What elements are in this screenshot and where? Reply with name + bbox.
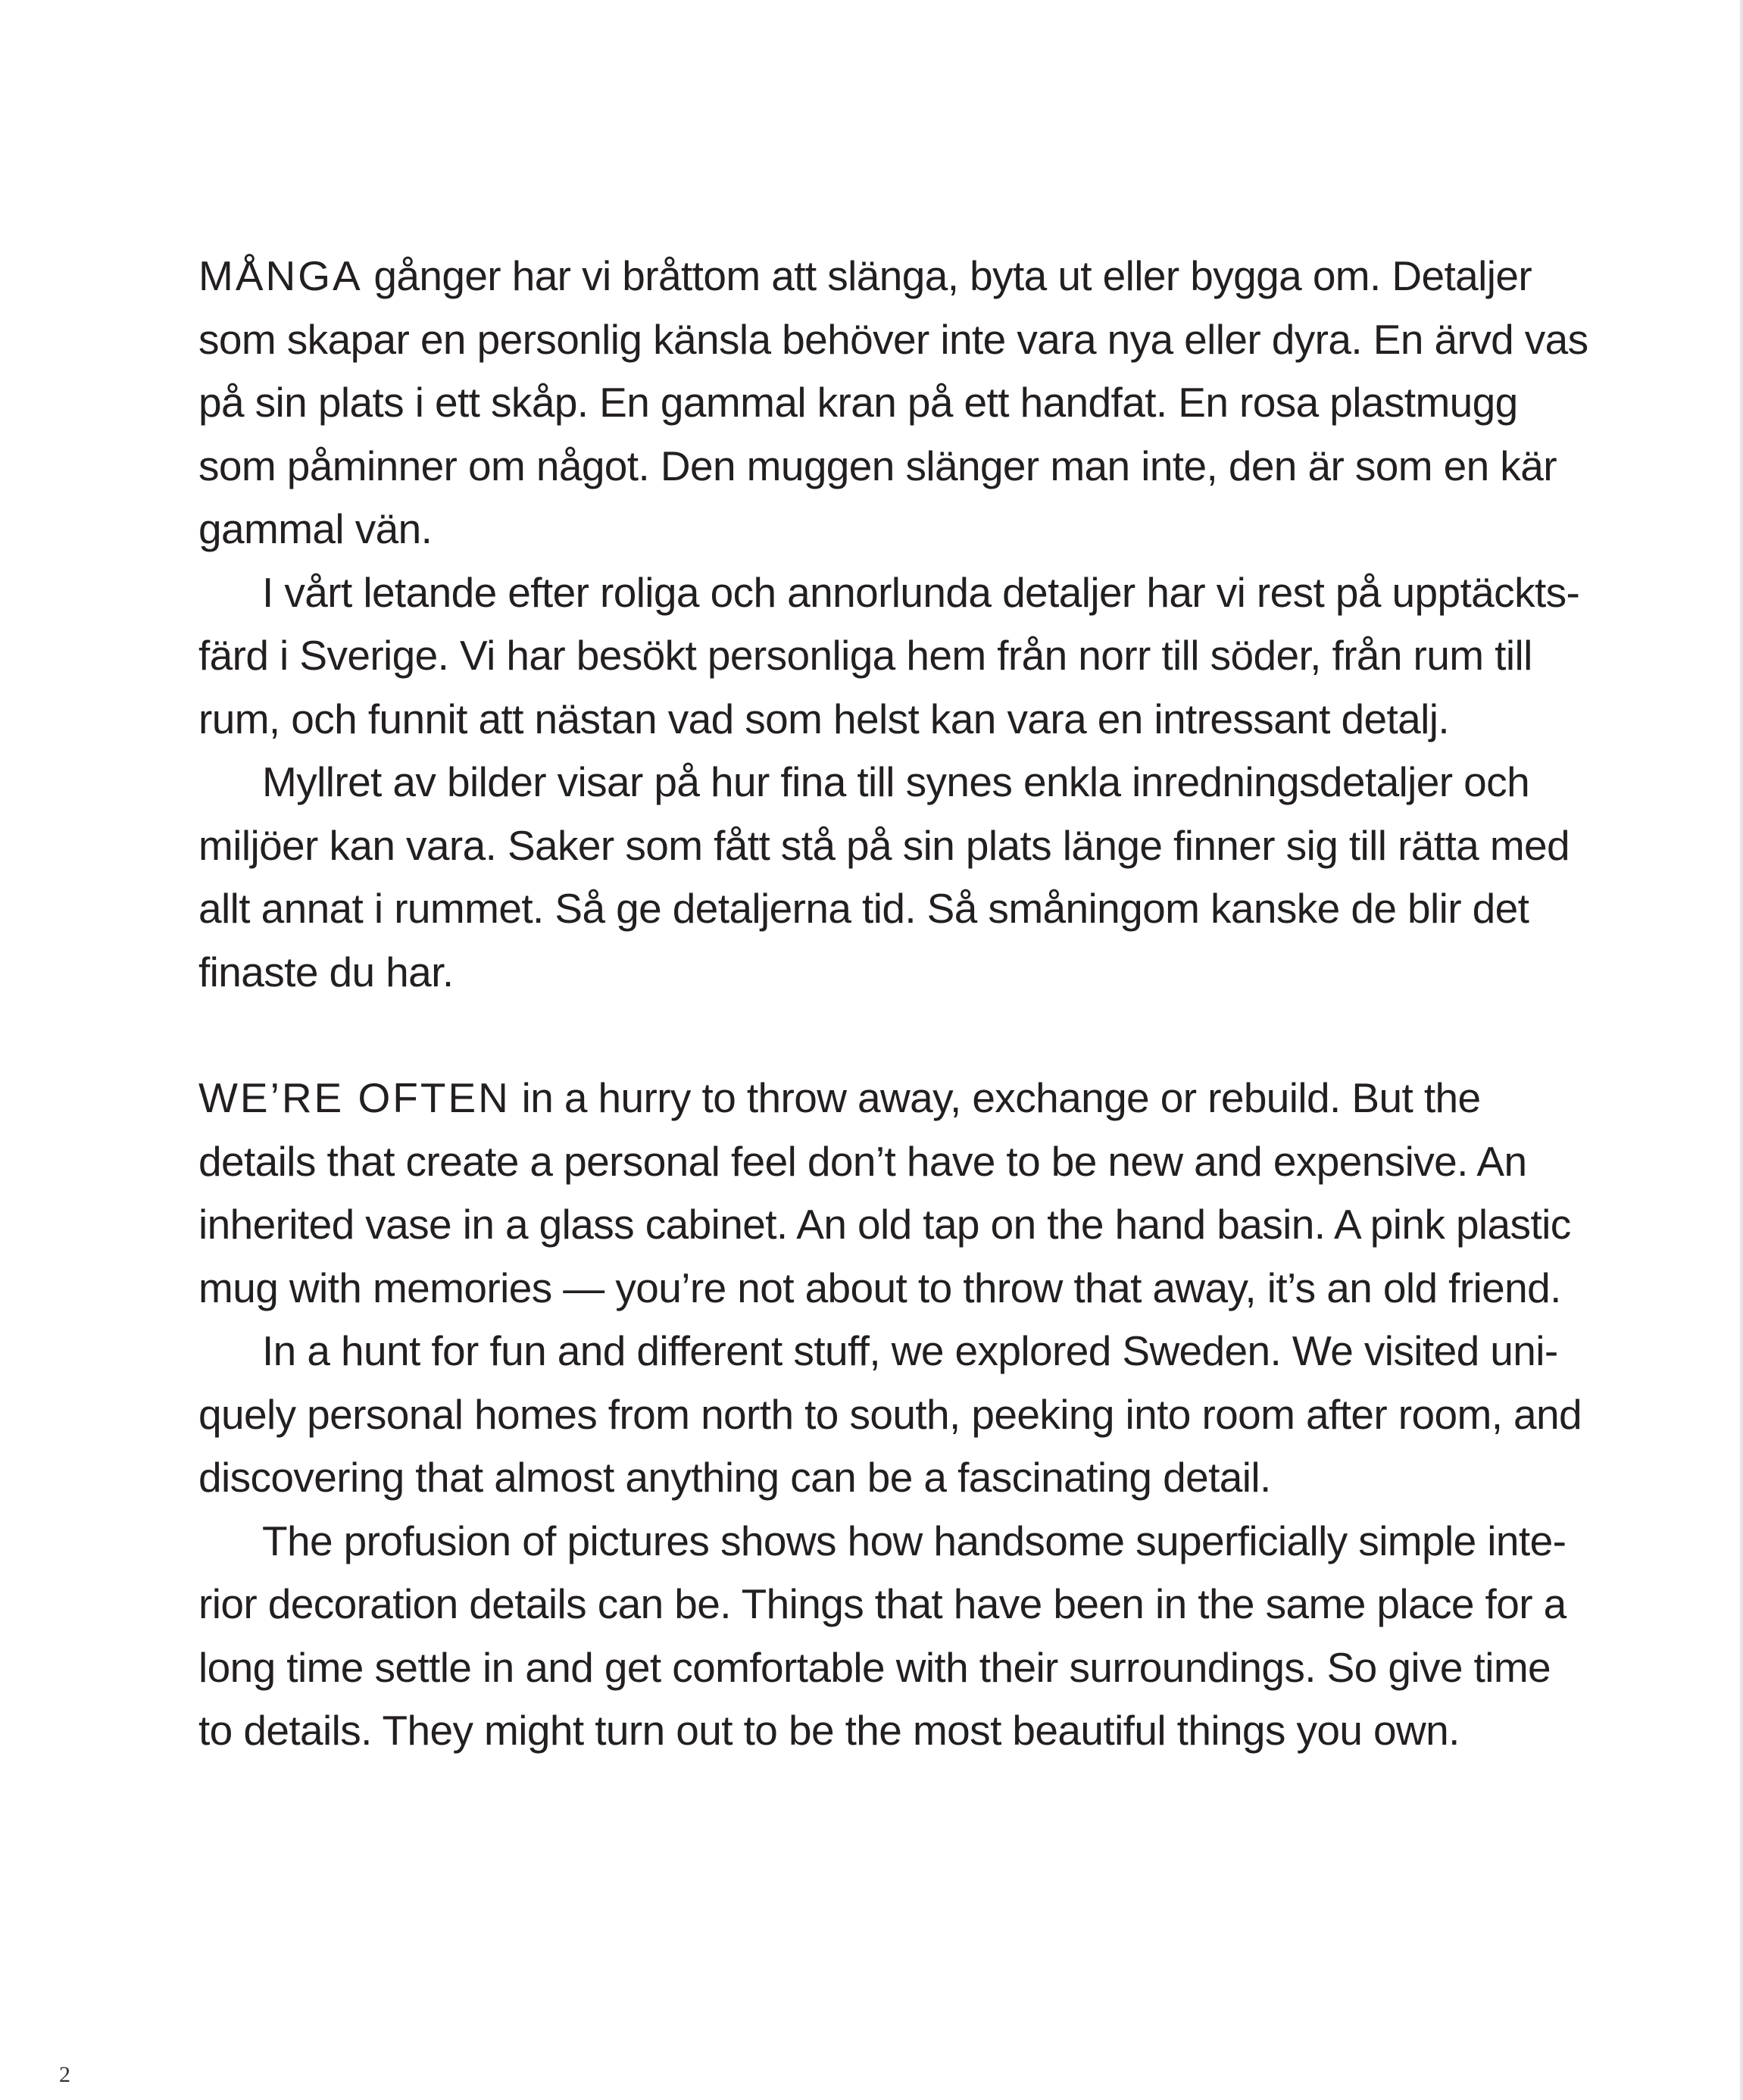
sv-line-1: MÅNGA gånger har vi bråttom att slänga, byta ut eller bygga om. Detaljer — [198, 252, 1532, 299]
english-text-block — [198, 1067, 1582, 1763]
en-line-4: mug with memories — you’re not about to throw that away, it’s an old friend. — [198, 1264, 1561, 1311]
sv-line-2: som skapar en personlig känsla behöver inte vara nya eller dyra. En ärvd vas — [198, 315, 1588, 363]
sv-lead-caps: MÅNGA — [198, 252, 363, 299]
sv-line-6: I vårt letande efter roliga och annorlunda detaljer har vi rest på upptäckts- — [262, 568, 1580, 616]
en-line-6: quely personal homes from north to south, peeking into room after room, and — [198, 1390, 1582, 1438]
sv-line-5: gammal vän. — [198, 505, 433, 552]
sv-line-7: färd i Sverige. Vi har besökt personliga hem från norr till söder, från rum till — [198, 632, 1532, 679]
en-line-10: long time settle in and get comfortable with their surroundings. So give time — [198, 1643, 1551, 1691]
en-lead-caps: WE’RE OFTEN — [198, 1074, 511, 1121]
en-line-8: The profusion of pictures shows how handsome superficially simple inte- — [262, 1517, 1567, 1564]
swedish-text-block — [198, 245, 1588, 1004]
page-number: 2 — [59, 2062, 70, 2087]
sv-line-11: allt annat i rummet. Så ge detaljerna tid. Så småningom kanske de blir det — [198, 885, 1529, 932]
sv-line-8: rum, och funnit att nästan vad som helst kan vara en intressant detalj. — [198, 695, 1450, 742]
sv-line-9: Myllret av bilder visar på hur fina till synes enkla inredningsdetaljer och — [262, 758, 1530, 805]
sv-line-10: miljöer kan vara. Saker som fått stå på sin plats länge finner sig till rätta med — [198, 821, 1570, 869]
en-line-5: In a hunt for fun and different stuff, we explored Sweden. We visited uni- — [262, 1327, 1558, 1374]
en-line-2: details that create a personal feel don’t have to be new and expensive. An — [198, 1137, 1527, 1185]
en-line-9: rior decoration details can be. Things that have been in the same place for a — [198, 1580, 1567, 1627]
sv-line-4: som påminner om något. Den muggen slänger man inte, den är som en kär — [198, 442, 1557, 489]
scan-edge-divider — [1740, 0, 1743, 2100]
en-line-1: WE’RE OFTEN in a hurry to throw away, exchange or rebuild. But the — [198, 1074, 1481, 1121]
en-line-11: to details. They might turn out to be the most beautiful things you own. — [198, 1707, 1460, 1754]
en-line-3: inherited vase in a glass cabinet. An old tap on the hand basin. A pink plastic — [198, 1201, 1571, 1248]
sv-line-12: finaste du har. — [198, 948, 454, 995]
en-line-7: discovering that almost anything can be a fascinating detail. — [198, 1454, 1271, 1501]
sv-line-3: på sin plats i ett skåp. En gammal kran på ett handfat. En rosa plastmugg — [198, 379, 1518, 426]
